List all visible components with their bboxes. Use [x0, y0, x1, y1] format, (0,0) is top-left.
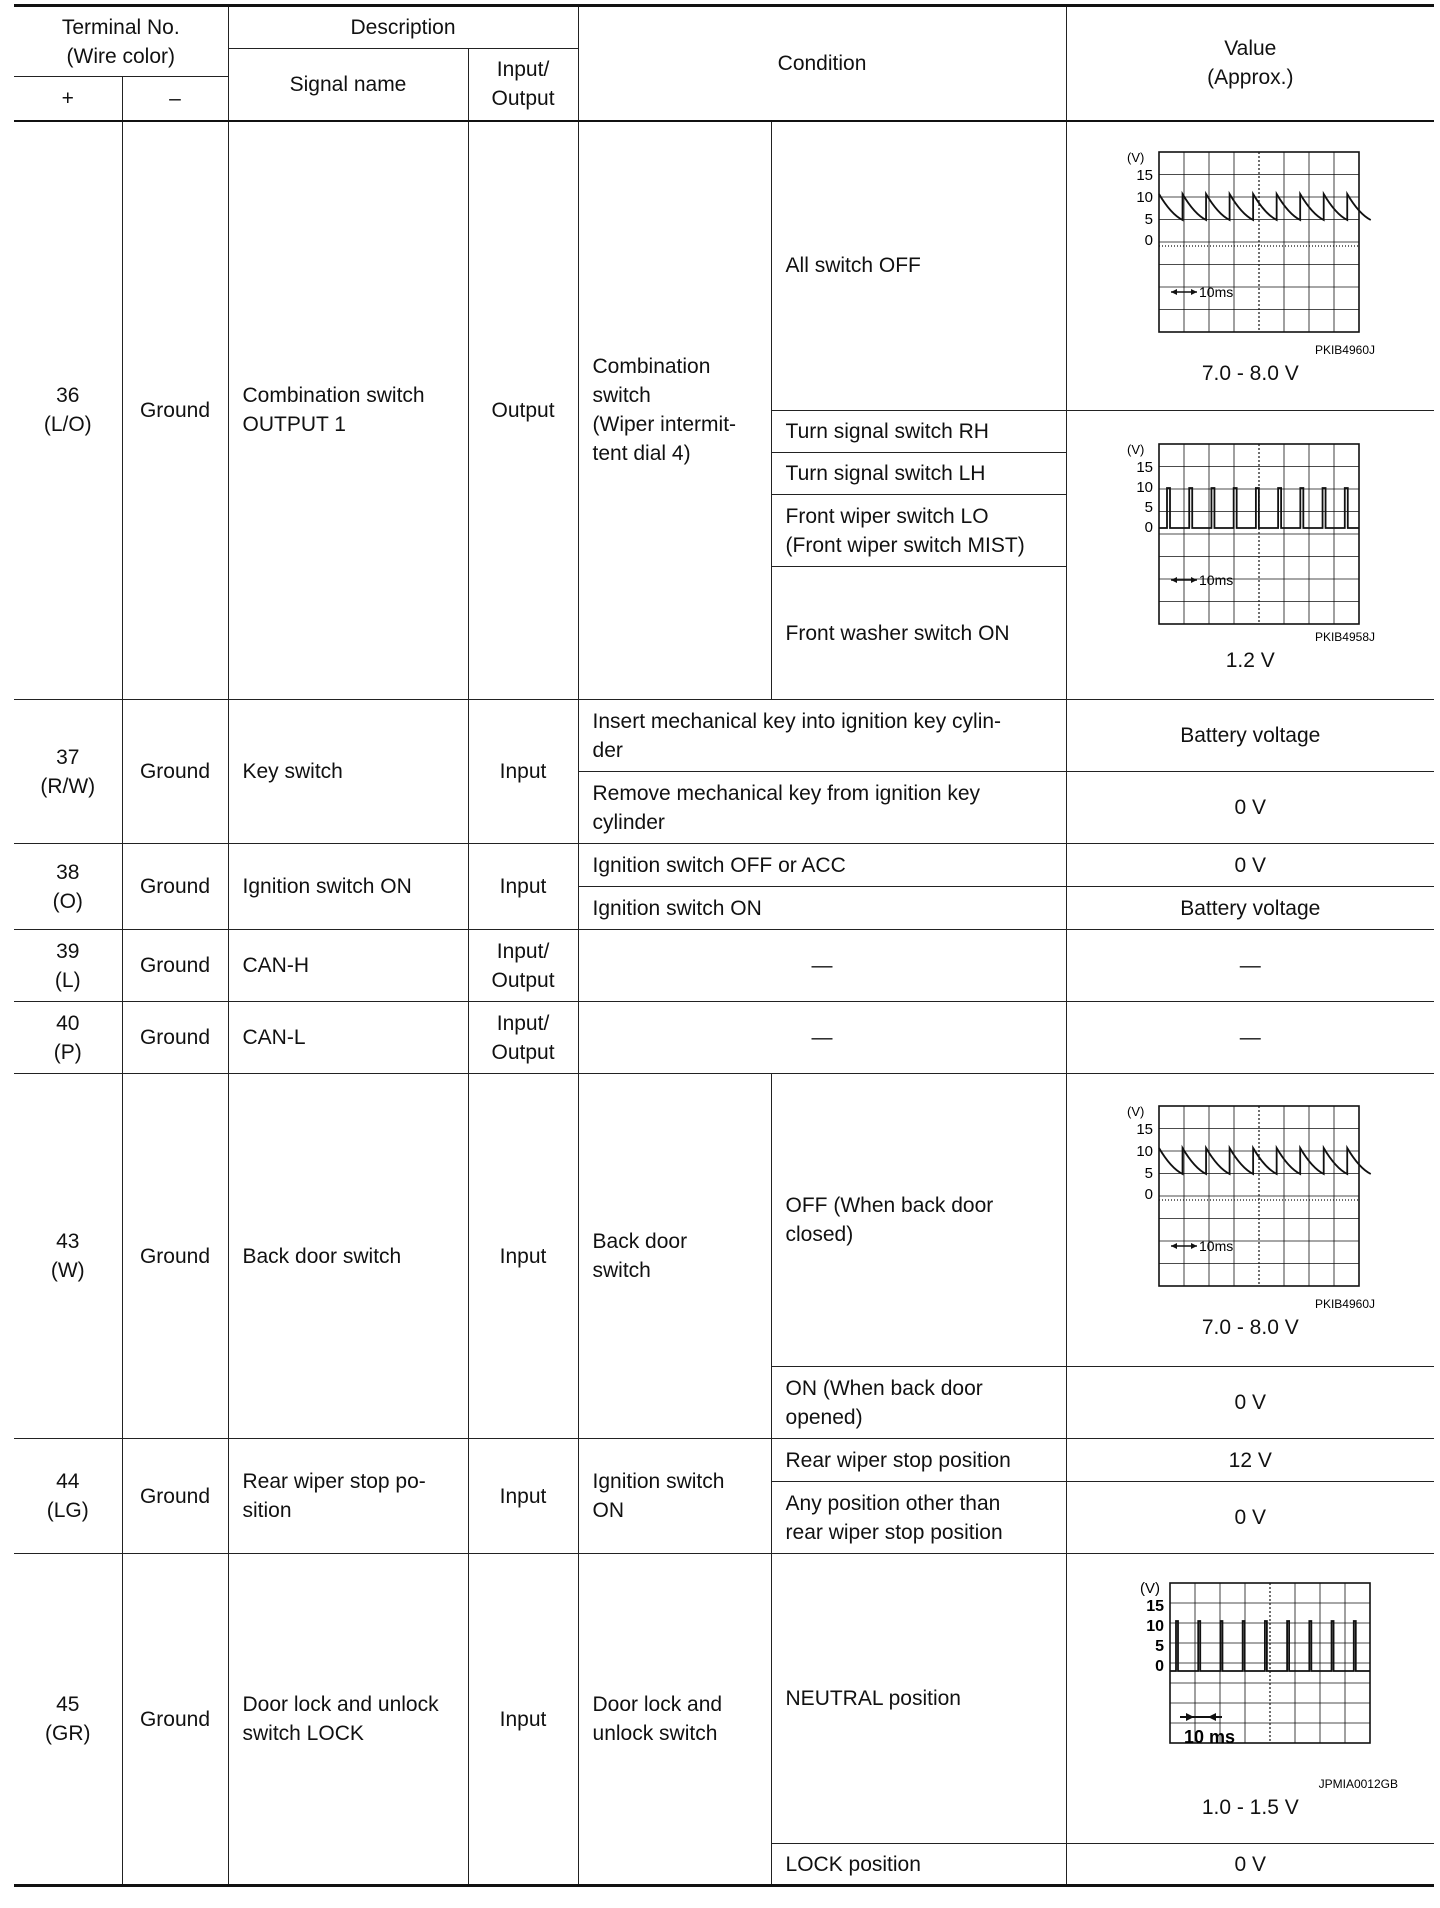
waveform-pkib4958j — [1119, 436, 1381, 646]
waveform-time-label: 10ms — [1199, 283, 1234, 300]
subcondition-cell: All switch OFF — [771, 121, 1066, 411]
value-cell: — — [1066, 930, 1434, 1002]
wire-color: (R/W) — [40, 774, 96, 798]
condition-line1: Combination — [592, 355, 711, 379]
terminal-number: 38 — [56, 860, 80, 884]
condition-cell — [578, 1554, 771, 1886]
waveform-tick-15: 15 — [1136, 166, 1154, 184]
signal-line1: Rear wiper stop po- — [242, 1470, 426, 1493]
io-cell — [468, 930, 578, 1002]
subcondition-line1: Front wiper switch LO — [785, 504, 989, 528]
value-cell — [1066, 121, 1434, 411]
header-value-approx: (Approx.) — [1207, 66, 1294, 90]
waveform-trace — [1159, 488, 1359, 528]
waveform-time-label: 10ms — [1199, 571, 1234, 588]
waveform-time-label: 10 ms — [1184, 1727, 1236, 1747]
terminal-number: 36 — [56, 384, 80, 408]
header-condition: Condition — [578, 6, 1066, 121]
terminal-cell — [14, 1002, 122, 1074]
waveform-trace — [1159, 194, 1371, 220]
io-line1: Input/ — [496, 939, 550, 963]
signal-line1: Door lock and unlock — [242, 1693, 439, 1716]
value-cell: 0 V — [1066, 772, 1434, 844]
table-row — [14, 930, 1434, 1002]
terminal-cell — [14, 700, 122, 844]
wire-color: (LG) — [46, 1499, 89, 1522]
value-cell: 12 V — [1066, 1439, 1434, 1482]
value-cell: 0 V — [1066, 844, 1434, 887]
subcondition-cell — [771, 1367, 1066, 1439]
waveform-grid — [1159, 444, 1359, 624]
terminal-cell — [14, 844, 122, 930]
header-terminal — [14, 6, 228, 77]
io-cell: Input — [468, 844, 578, 930]
condition-line4: tent dial 4) — [592, 442, 691, 466]
waveform-grid — [1159, 1106, 1359, 1286]
waveform-tick-10: 10 — [1136, 1143, 1154, 1160]
waveform-tick-10: 10 — [1146, 1618, 1165, 1635]
terminal-cell — [14, 1074, 122, 1439]
condition-line1: Back door — [592, 1230, 688, 1253]
io-cell: Input — [468, 1439, 578, 1554]
header-signal-name: Signal name — [228, 49, 468, 121]
terminal-table-page — [14, 4, 1434, 1887]
header-terminal-label: Terminal No. — [61, 15, 180, 39]
header-description: Description — [228, 6, 578, 49]
value-cell: Battery voltage — [1066, 887, 1434, 930]
table-row — [14, 1074, 1434, 1367]
ground-cell: Ground — [122, 121, 228, 700]
terminal-number: 44 — [56, 1470, 80, 1493]
signal-name-cell: CAN-L — [228, 1002, 468, 1074]
value-cell: 0 V — [1066, 1844, 1434, 1886]
waveform-tick-15: 15 — [1136, 458, 1154, 476]
subcondition-cell: Turn signal switch LH — [771, 453, 1066, 495]
header-plus: + — [14, 77, 122, 121]
table-row — [14, 1002, 1434, 1074]
waveform-code: PKIB4960J — [1315, 1297, 1376, 1311]
condition-cell — [578, 121, 771, 700]
condition-line1: Remove mechanical key from ignition key — [592, 781, 981, 805]
io-cell: Output — [468, 121, 578, 700]
waveform-time-marker — [1180, 1713, 1235, 1747]
io-line2: Output — [491, 1040, 555, 1064]
value-cell: Battery voltage — [1066, 700, 1434, 772]
ground-cell: Ground — [122, 1074, 228, 1439]
terminal-number: 37 — [56, 745, 80, 769]
signal-line2: OUTPUT 1 — [242, 413, 346, 437]
subcondition-cell: LOCK position — [771, 1844, 1066, 1886]
waveform-code: PKIB4960J — [1315, 342, 1376, 357]
subcondition-line2: closed) — [785, 1223, 854, 1246]
waveform-pkib4960j — [1119, 1098, 1381, 1313]
wire-color: (W) — [50, 1259, 85, 1282]
terminal-cell — [14, 1554, 122, 1886]
waveform-tick-0: 0 — [1144, 1186, 1154, 1203]
subcondition-cell: Rear wiper stop position — [771, 1439, 1066, 1482]
waveform-tick-0: 0 — [1144, 231, 1154, 249]
subcondition-line1: OFF (When back door — [785, 1194, 994, 1217]
header-value-label: Value — [1224, 37, 1277, 61]
value-cell: 0 V — [1066, 1482, 1434, 1554]
value-cell — [1066, 1074, 1434, 1367]
waveform-tick-15: 15 — [1146, 1598, 1165, 1615]
condition-line2: unlock switch — [592, 1722, 718, 1745]
ground-cell: Ground — [122, 1554, 228, 1886]
condition-cell — [578, 700, 1066, 772]
ground-cell: Ground — [122, 700, 228, 844]
wire-color: (GR) — [45, 1722, 91, 1745]
io-line2: Output — [491, 968, 555, 992]
ground-cell: Ground — [122, 844, 228, 930]
header-wire-label: (Wire color) — [66, 44, 175, 68]
waveform-code: PKIB4958J — [1315, 629, 1376, 644]
signal-name-cell: Ignition switch ON — [228, 844, 468, 930]
ground-cell: Ground — [122, 1439, 228, 1554]
terminal-number: 43 — [56, 1230, 80, 1253]
wire-color: (O) — [52, 889, 83, 913]
value-cell — [1066, 1554, 1434, 1844]
io-cell: Input — [468, 700, 578, 844]
condition-cell: Ignition switch ON — [578, 887, 1066, 930]
waveform-y-unit: (V) — [1127, 149, 1145, 165]
condition-line2: switch — [592, 1259, 651, 1282]
terminal-cell — [14, 1439, 122, 1554]
waveform-trace — [1159, 1148, 1371, 1174]
terminal-cell — [14, 930, 122, 1002]
ground-cell: Ground — [122, 930, 228, 1002]
waveform-jpmia0012gb — [1100, 1575, 1400, 1793]
io-line1: Input/ — [496, 1011, 550, 1035]
value-text: 1.2 V — [1225, 648, 1275, 672]
io-cell — [468, 1002, 578, 1074]
condition-line2: cylinder — [592, 810, 665, 834]
header-io-line1: Input/ — [496, 58, 550, 82]
waveform-tick-5: 5 — [1144, 1165, 1154, 1182]
waveform-tick-5: 5 — [1155, 1638, 1165, 1655]
terminal-number: 45 — [56, 1693, 80, 1716]
condition-cell — [578, 1074, 771, 1439]
condition-line1: Insert mechanical key into ignition key cylin- — [592, 709, 1002, 733]
waveform-time-marker — [1171, 1238, 1233, 1254]
condition-cell: Ignition switch OFF or ACC — [578, 844, 1066, 887]
table-row — [14, 700, 1434, 772]
signal-name-cell — [228, 1439, 468, 1554]
waveform-time-label: 10ms — [1199, 1238, 1234, 1254]
signal-name-cell: CAN-H — [228, 930, 468, 1002]
table-row — [14, 1439, 1434, 1482]
io-cell: Input — [468, 1554, 578, 1886]
waveform-tick-5: 5 — [1144, 498, 1154, 516]
subcondition-line2: (Front wiper switch MIST) — [785, 533, 1025, 557]
wire-color: (L/O) — [43, 413, 92, 437]
condition-cell: — — [578, 930, 1066, 1002]
subcondition-line2: rear wiper stop position — [785, 1520, 1003, 1544]
table-row — [14, 1554, 1434, 1844]
wire-color: (L) — [54, 968, 81, 992]
waveform-tick-10: 10 — [1136, 478, 1154, 496]
signal-name-cell — [228, 121, 468, 700]
value-cell: — — [1066, 1002, 1434, 1074]
waveform-y-unit: (V) — [1140, 1580, 1161, 1597]
subcondition-cell — [771, 495, 1066, 567]
condition-line2: der — [592, 738, 623, 762]
waveform-pkib4960j — [1119, 144, 1381, 359]
signal-name-cell: Key switch — [228, 700, 468, 844]
condition-line2: ON — [592, 1499, 625, 1522]
condition-line1: Door lock and — [592, 1693, 723, 1716]
waveform-y-unit: (V) — [1127, 441, 1145, 457]
terminal-cell — [14, 121, 122, 700]
waveform-time-marker — [1171, 572, 1233, 588]
ground-cell: Ground — [122, 1002, 228, 1074]
condition-cell: — — [578, 1002, 1066, 1074]
header-value — [1066, 6, 1434, 121]
signal-line2: switch LOCK — [242, 1722, 364, 1745]
subcondition-line1: ON (When back door — [785, 1376, 983, 1400]
header-minus: – — [122, 77, 228, 121]
waveform-time-marker — [1171, 284, 1233, 300]
subcondition-line2: opened) — [785, 1405, 863, 1429]
condition-line2: switch — [592, 384, 651, 408]
condition-cell — [578, 772, 1066, 844]
signal-name-cell: Back door switch — [228, 1074, 468, 1439]
value-text: 7.0 - 8.0 V — [1201, 361, 1299, 385]
table-row — [14, 121, 1434, 411]
waveform-tick-10: 10 — [1136, 188, 1154, 206]
signal-line2: sition — [242, 1499, 292, 1522]
io-cell: Input — [468, 1074, 578, 1439]
header-input-output — [468, 49, 578, 121]
terminal-number: 40 — [56, 1011, 80, 1035]
table-row — [14, 844, 1434, 887]
condition-cell — [578, 1439, 771, 1554]
condition-line1: Ignition switch — [592, 1470, 725, 1493]
value-text: 1.0 - 1.5 V — [1201, 1796, 1299, 1819]
terminal-table — [14, 4, 1434, 1887]
waveform-code: JPMIA0012GB — [1318, 1777, 1399, 1791]
value-cell — [1066, 411, 1434, 700]
subcondition-cell — [771, 1074, 1066, 1367]
terminal-number: 39 — [56, 939, 80, 963]
waveform-tick-15: 15 — [1136, 1121, 1154, 1138]
waveform-y-unit: (V) — [1127, 1104, 1145, 1119]
header-io-line2: Output — [491, 87, 555, 111]
subcondition-cell: Turn signal switch RH — [771, 411, 1066, 453]
waveform-tick-0: 0 — [1144, 518, 1154, 536]
subcondition-cell — [771, 1482, 1066, 1554]
value-text: 7.0 - 8.0 V — [1201, 1316, 1299, 1339]
waveform-grid — [1159, 152, 1359, 332]
waveform-tick-0: 0 — [1155, 1658, 1165, 1675]
signal-line1: Combination switch — [242, 384, 425, 408]
header-row-1 — [14, 6, 1434, 49]
subcondition-line1: Any position other than — [785, 1491, 1001, 1515]
signal-name-cell — [228, 1554, 468, 1886]
value-cell: 0 V — [1066, 1367, 1434, 1439]
subcondition-cell: NEUTRAL position — [771, 1554, 1066, 1844]
waveform-tick-5: 5 — [1144, 210, 1154, 228]
subcondition-cell: Front washer switch ON — [771, 567, 1066, 700]
condition-line3: (Wiper intermit- — [592, 413, 737, 437]
wire-color: (P) — [53, 1040, 82, 1064]
